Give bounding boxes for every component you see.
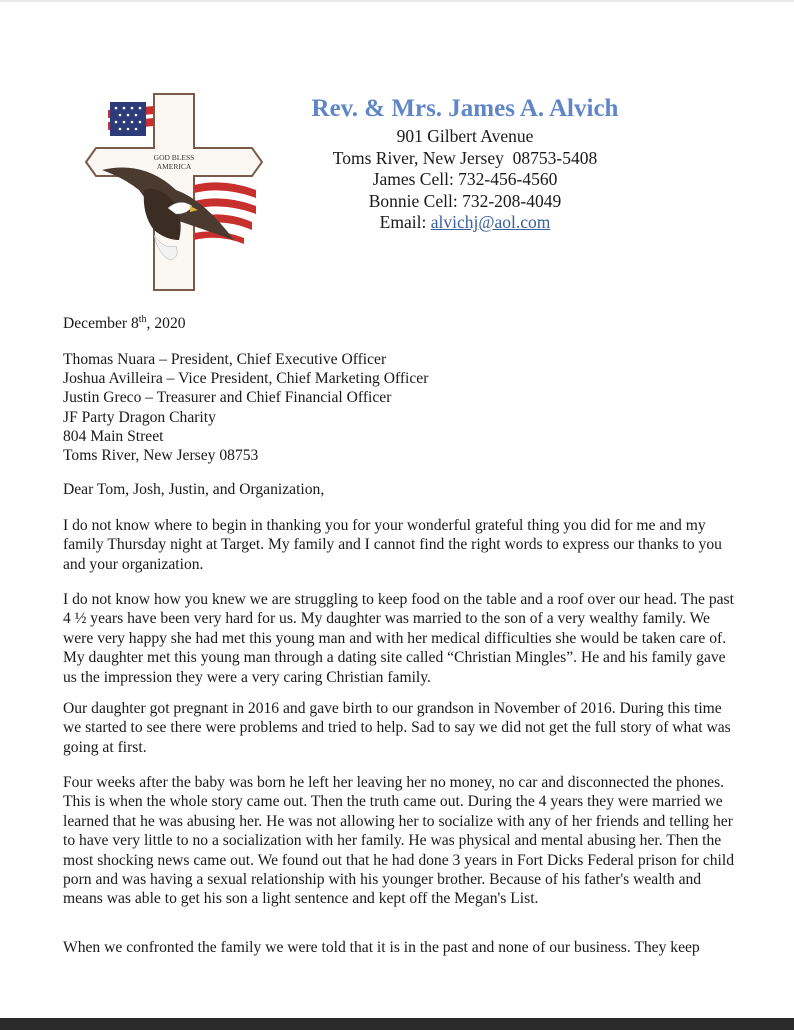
date-day: December 8 — [63, 315, 139, 332]
body-paragraph: I do not know where to begin in thanking you for your wonderful grateful thing you did for me and my family Thursday night at Target. My family and I cannot find the right words to express our thanks to you and your organization. — [63, 517, 722, 573]
recipient-line: JF Party Dragon Charity — [63, 408, 216, 426]
sender-city: Toms River, New Jersey 08753-5408 — [332, 147, 598, 168]
body-paragraph: I do not know how you knew we are struggling to keep food on the table and a roof over our head. The past 4 ½ years have been very hard for us. My daughter was married to the son of a very wealthy family. We were very happy she had met this young man and with her medical difficulties she would be taken care of. My daughter met this young man through a dating site called “Christian Mingles”. He and his family gave us the impression they were a very caring Christian family. — [63, 591, 734, 686]
salutation: Dear Tom, Josh, Justin, and Organization, — [63, 481, 325, 498]
recipient-line: Thomas Nuara – President, Chief Executive Officer — [63, 351, 387, 368]
scan-top-edge — [0, 0, 794, 2]
recipient-line: Justin Greco – Treasurer and Chief Financial Officer — [63, 389, 392, 407]
cross-eagle-logo — [84, 90, 264, 295]
banner-text-line2: AMERICA — [156, 162, 192, 171]
date-ordinal: th — [138, 313, 147, 325]
email-label: Email: — [379, 212, 431, 232]
body-paragraph: Our daughter got pregnant in 2016 and gave birth to our grandson in November of 2016. During this time we started to see there were problems and tried to help. Sad to say we did not get the full story of what was going at first. — [63, 700, 731, 756]
scan-bottom-edge — [0, 1018, 794, 1030]
sender-name: Rev. & Mrs. James A. Alvich — [311, 95, 619, 122]
bonnie-cell: Bonnie Cell: 732-208-4049 — [368, 190, 562, 211]
email-link[interactable]: alvichj@aol.com — [430, 212, 551, 232]
recipient-line: 804 Main Street — [63, 427, 164, 445]
body-paragraph: When we confronted the family we were told that it is in the past and none of our business. They keep — [63, 939, 700, 956]
body-paragraph: Four weeks after the baby was born he left her leaving her no money, no car and disconnected the phones. This is when the whole story came out. Then the truth came out. During the 4 years they were married we learned that he was abusing her. He was not allowing her to socialize with any of her friends and telling her to have very little to no a socialization with her family. He was physical and mental abusing her. Then the most shocking news came out. We found out that he had done 3 years in Fort Dicks Federal prison for child porn and was having a sexual relationship with his younger brother. Because of his father's wealth and means was able to get his son a light sentence and kept off the Megan's List. — [63, 774, 735, 908]
james-cell: James Cell: 732-456-4560 — [372, 169, 558, 189]
recipient-address — [63, 350, 743, 465]
sender-street: 901 Gilbert Avenue — [396, 126, 534, 146]
letterhead — [290, 92, 640, 234]
email-line — [290, 212, 640, 234]
recipient-line: Toms River, New Jersey 08753 — [63, 447, 259, 465]
letter-date — [63, 314, 743, 334]
recipient-line: Joshua Avilleira – Vice President, Chief Marketing Officer — [63, 370, 429, 388]
date-year: , 2020 — [146, 315, 186, 332]
banner-text-line1: GOD BLESS — [153, 153, 195, 162]
